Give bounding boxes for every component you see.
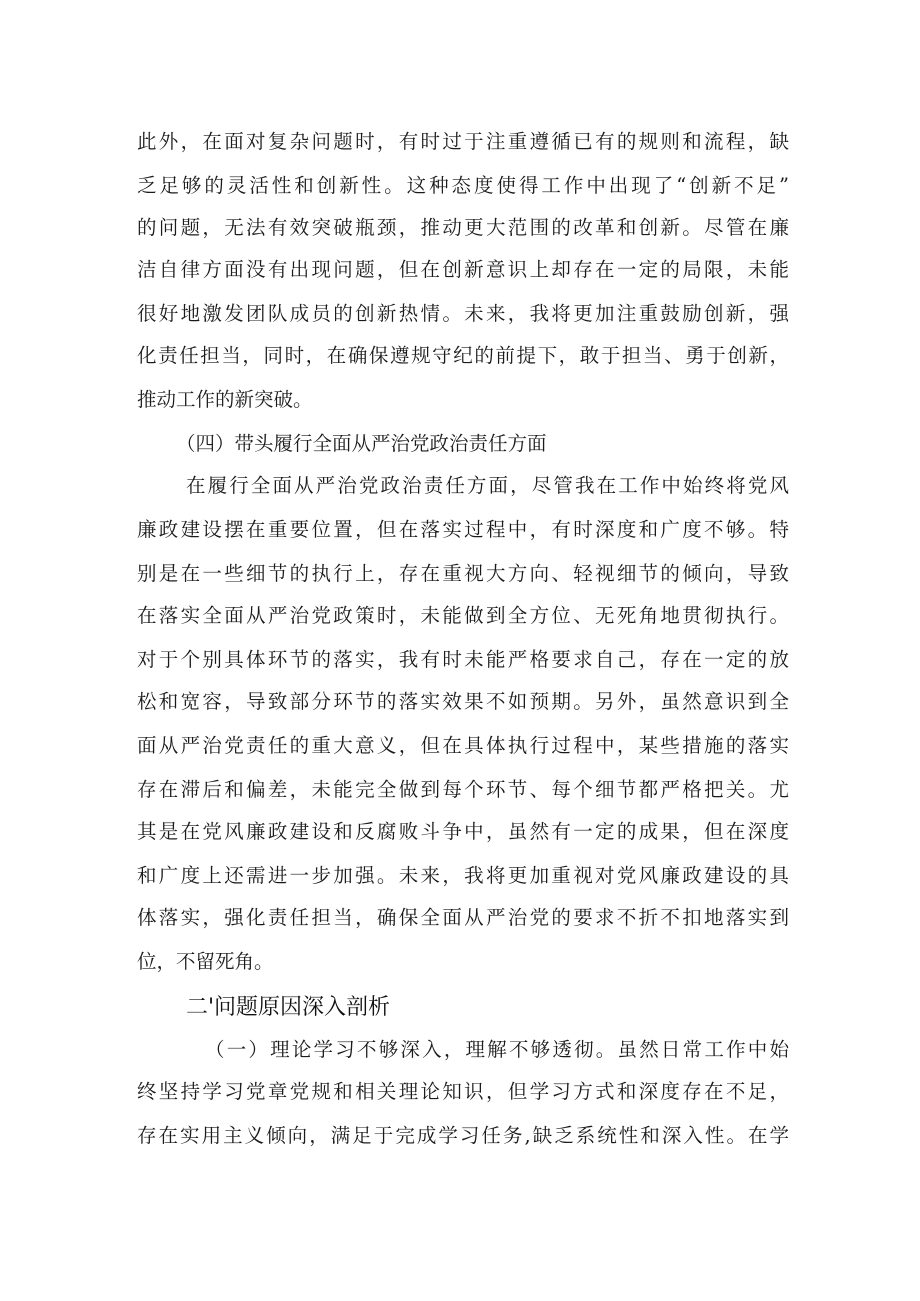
paragraph-line: 位，不留死角。 — [137, 950, 274, 973]
paragraph-line: 终坚持学习党章党规和相关理论知识，但学习方式和深度存在不足， — [137, 1080, 789, 1103]
paragraph-line: 的问题，无法有效突破瓶颈，推动更大范围的改革和创新。尽管在廉 — [137, 216, 789, 239]
paragraph-line: 存在实用主义倾向，满足于完成学习任务,缺乏系统性和深入性。在学 — [137, 1124, 789, 1147]
paragraph-line: 对于个别具体环节的落实，我有时未能严格要求自己，存在一定的放 — [137, 648, 789, 671]
subsection-heading: （四）带头履行全面从严治党政治责任方面 — [176, 432, 547, 455]
paragraph-line: 别是在一些细节的执行上，存在重视大方向、轻视细节的倾向，导致 — [137, 562, 789, 585]
paragraph-line: 乏足够的灵活性和创新性。这种态度使得工作中出现了“创新不足” — [137, 174, 789, 197]
paragraph-line: 很好地激发团队成员的创新热情。未来，我将更加注重鼓励创新，强 — [137, 302, 789, 325]
paragraph-line: （一）理论学习不够深入，理解不够透彻。虽然日常工作中始 — [205, 1038, 789, 1061]
paragraph-line: 洁自律方面没有出现问题，但在创新意识上却存在一定的局限，未能 — [137, 258, 789, 281]
paragraph-line: 其是在党风廉政建设和反腐败斗争中，虽然有一定的成果，但在深度 — [137, 820, 789, 843]
section-heading: 二'问题原因深入剖析 — [186, 995, 391, 1020]
paragraph-line: 和广度上还需进一步加强。未来，我将更加重视对党风廉政建设的具 — [137, 864, 789, 887]
paragraph-line: 化责任担当，同时，在确保遵规守纪的前提下，敢于担当、勇于创新， — [137, 344, 789, 367]
paragraph-line: 面从严治党责任的重大意义，但在具体执行过程中，某些措施的落实 — [137, 734, 789, 757]
paragraph-line: 在落实全面从严治党政策时，未能做到全方位、无死角地贯彻执行。 — [137, 604, 789, 627]
paragraph-line: 存在滞后和偏差，未能完全做到每个环节、每个细节都严格把关。尤 — [137, 778, 789, 801]
paragraph-line: 松和宽容，导致部分环节的落实效果不如预期。另外，虽然意识到全 — [137, 690, 789, 713]
paragraph-line: 推动工作的新突破。 — [137, 388, 313, 411]
paragraph-line: 体落实，强化责任担当，确保全面从严治党的要求不折不扣地落实到 — [137, 906, 789, 929]
paragraph-line: 在履行全面从严治党政治责任方面，尽管我在工作中始终将党风 — [186, 474, 789, 497]
paragraph-line: 廉政建设摆在重要位置，但在落实过程中，有时深度和广度不够。特 — [137, 518, 789, 541]
paragraph-line: 此外，在面对复杂问题时，有时过于注重遵循已有的规则和流程，缺 — [137, 130, 789, 153]
